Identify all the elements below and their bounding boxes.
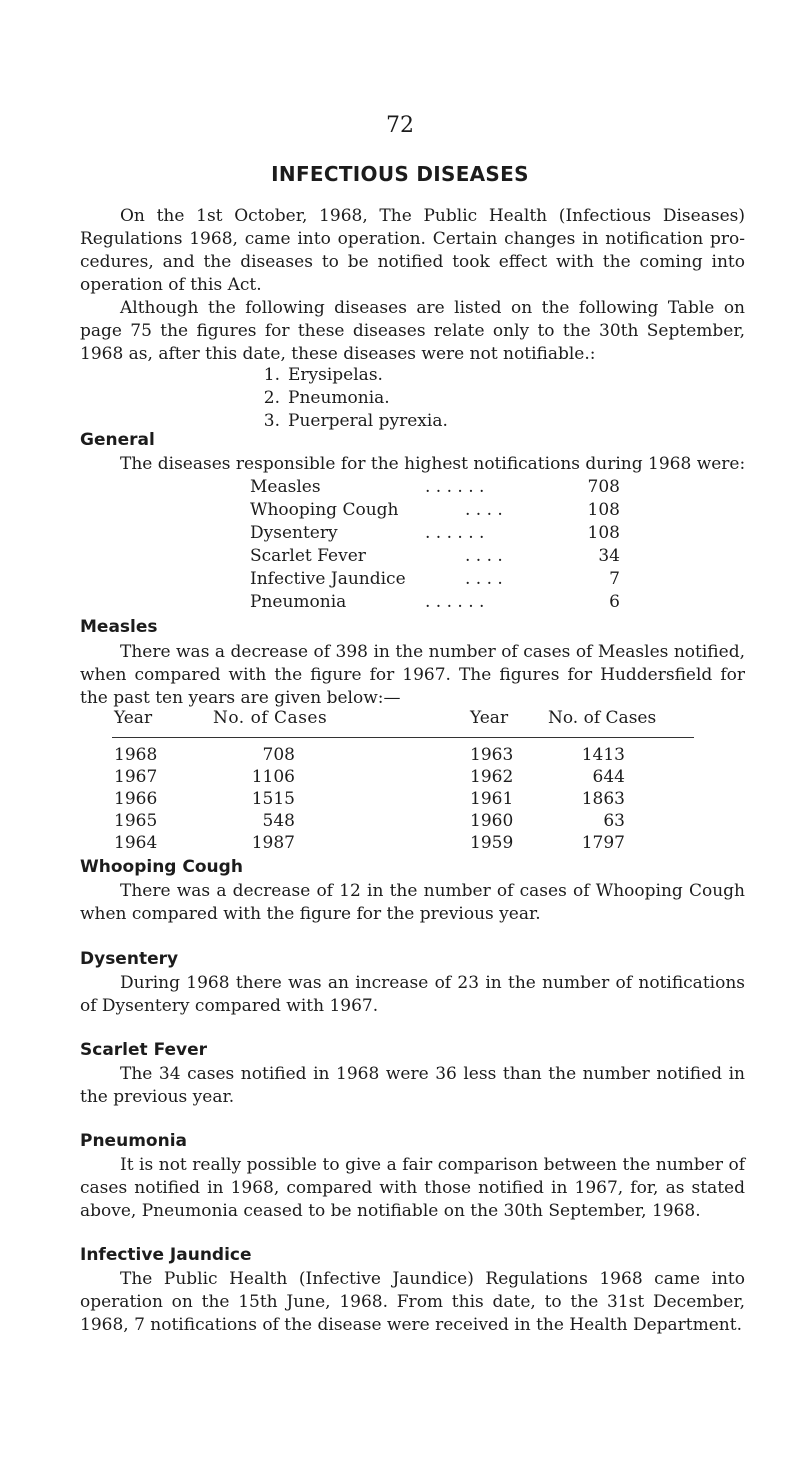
general-intro: The diseases responsible for the highest notifications during 1968 were:	[120, 454, 746, 474]
column-header: Year	[114, 708, 153, 728]
intro-paragraph-1: On the 1st October, 1968, The Public Health (Infectious Diseases) Regulations 1968, came into operation. Certain changes in notification pro- cedures, and the diseases to be notified took effect with the coming into operation of this Act.	[80, 206, 745, 295]
table-row: . . . . . . Measles 708	[250, 477, 620, 497]
page-number: 72	[386, 113, 414, 138]
table-row: . . . . Scarlet Fever 34	[250, 546, 620, 566]
list-item: 3. Puerperal pyrexia.	[263, 411, 448, 431]
table-row: . . . . Whooping Cough 108	[250, 500, 620, 520]
section-title-general: General	[80, 430, 155, 450]
section-title-whooping-cough: Whooping Cough	[80, 857, 243, 877]
table-row: . . . . Infective Jaundice 7	[250, 569, 620, 589]
list-item: 1. Erysipelas.	[263, 365, 383, 385]
infective-jaundice-paragraph: The Public Health (Infective Jaundice) Regulations 1968 came into operation on the 15th June, 1968. From this date, to the 31st December, 1968, 7 notifications of the disease were received in the Health Department.	[80, 1269, 745, 1335]
column-header: Year	[470, 708, 509, 728]
non-notifiable-list	[250, 364, 448, 433]
list-item: 2. Pneumonia.	[263, 388, 390, 408]
section-title-scarlet-fever: Scarlet Fever	[80, 1040, 208, 1060]
section-title-pneumonia: Pneumonia	[80, 1131, 187, 1151]
table-header-rule	[112, 737, 694, 738]
section-title-measles: Measles	[80, 617, 158, 637]
notifications-table	[250, 476, 650, 616]
section-title-infective-jaundice: Infective Jaundice	[80, 1245, 252, 1265]
column-header: No. of Cases	[548, 708, 657, 728]
section-title-dysentery: Dysentery	[80, 949, 179, 969]
dysentery-paragraph: During 1968 there was an increase of 23 in the number of notifications of Dysentery compared with 1967.	[80, 973, 745, 1016]
table-row: . . . . . . Dysentery 108	[250, 523, 620, 543]
intro-paragraph-2: Although the following diseases are listed on the following Table on page 75 the figures for these diseases relate only to the 30th September, 1968 as, after this date, these diseases were not notifiable.:	[80, 298, 745, 364]
pneumonia-paragraph: It is not really possible to give a fair comparison between the number of cases notified in 1968, compared with those notified in 1967, for, as stated above, Pneumonia ceased to be notifiable on the 30th September, 1968.	[80, 1155, 745, 1221]
table-row: . . . . . . Pneumonia 6	[250, 592, 620, 612]
column-header: No. of Cases	[213, 708, 328, 728]
measles-paragraph: There was a decrease of 398 in the number of cases of Measles notified, when compared with the figure for 1967. The figures for Huddersfield for the past ten years are given below:—	[80, 642, 745, 708]
whooping-cough-paragraph: There was a decrease of 12 in the number of cases of Whooping Cough when compared with the figure for the previous year.	[80, 881, 745, 924]
page-title: INFECTIOUS DISEASES	[271, 162, 529, 186]
scarlet-fever-paragraph: The 34 cases notified in 1968 were 36 less than the number notified in the previous year.	[80, 1064, 745, 1107]
measles-table: Year No. of Cases Year No. of Cases 1968 708 1963 1413 1967 1106 1962 644 1966 1515 1961 1863 1965 548 1960 63 1964 1987 1959 1797	[0, 707, 800, 837]
